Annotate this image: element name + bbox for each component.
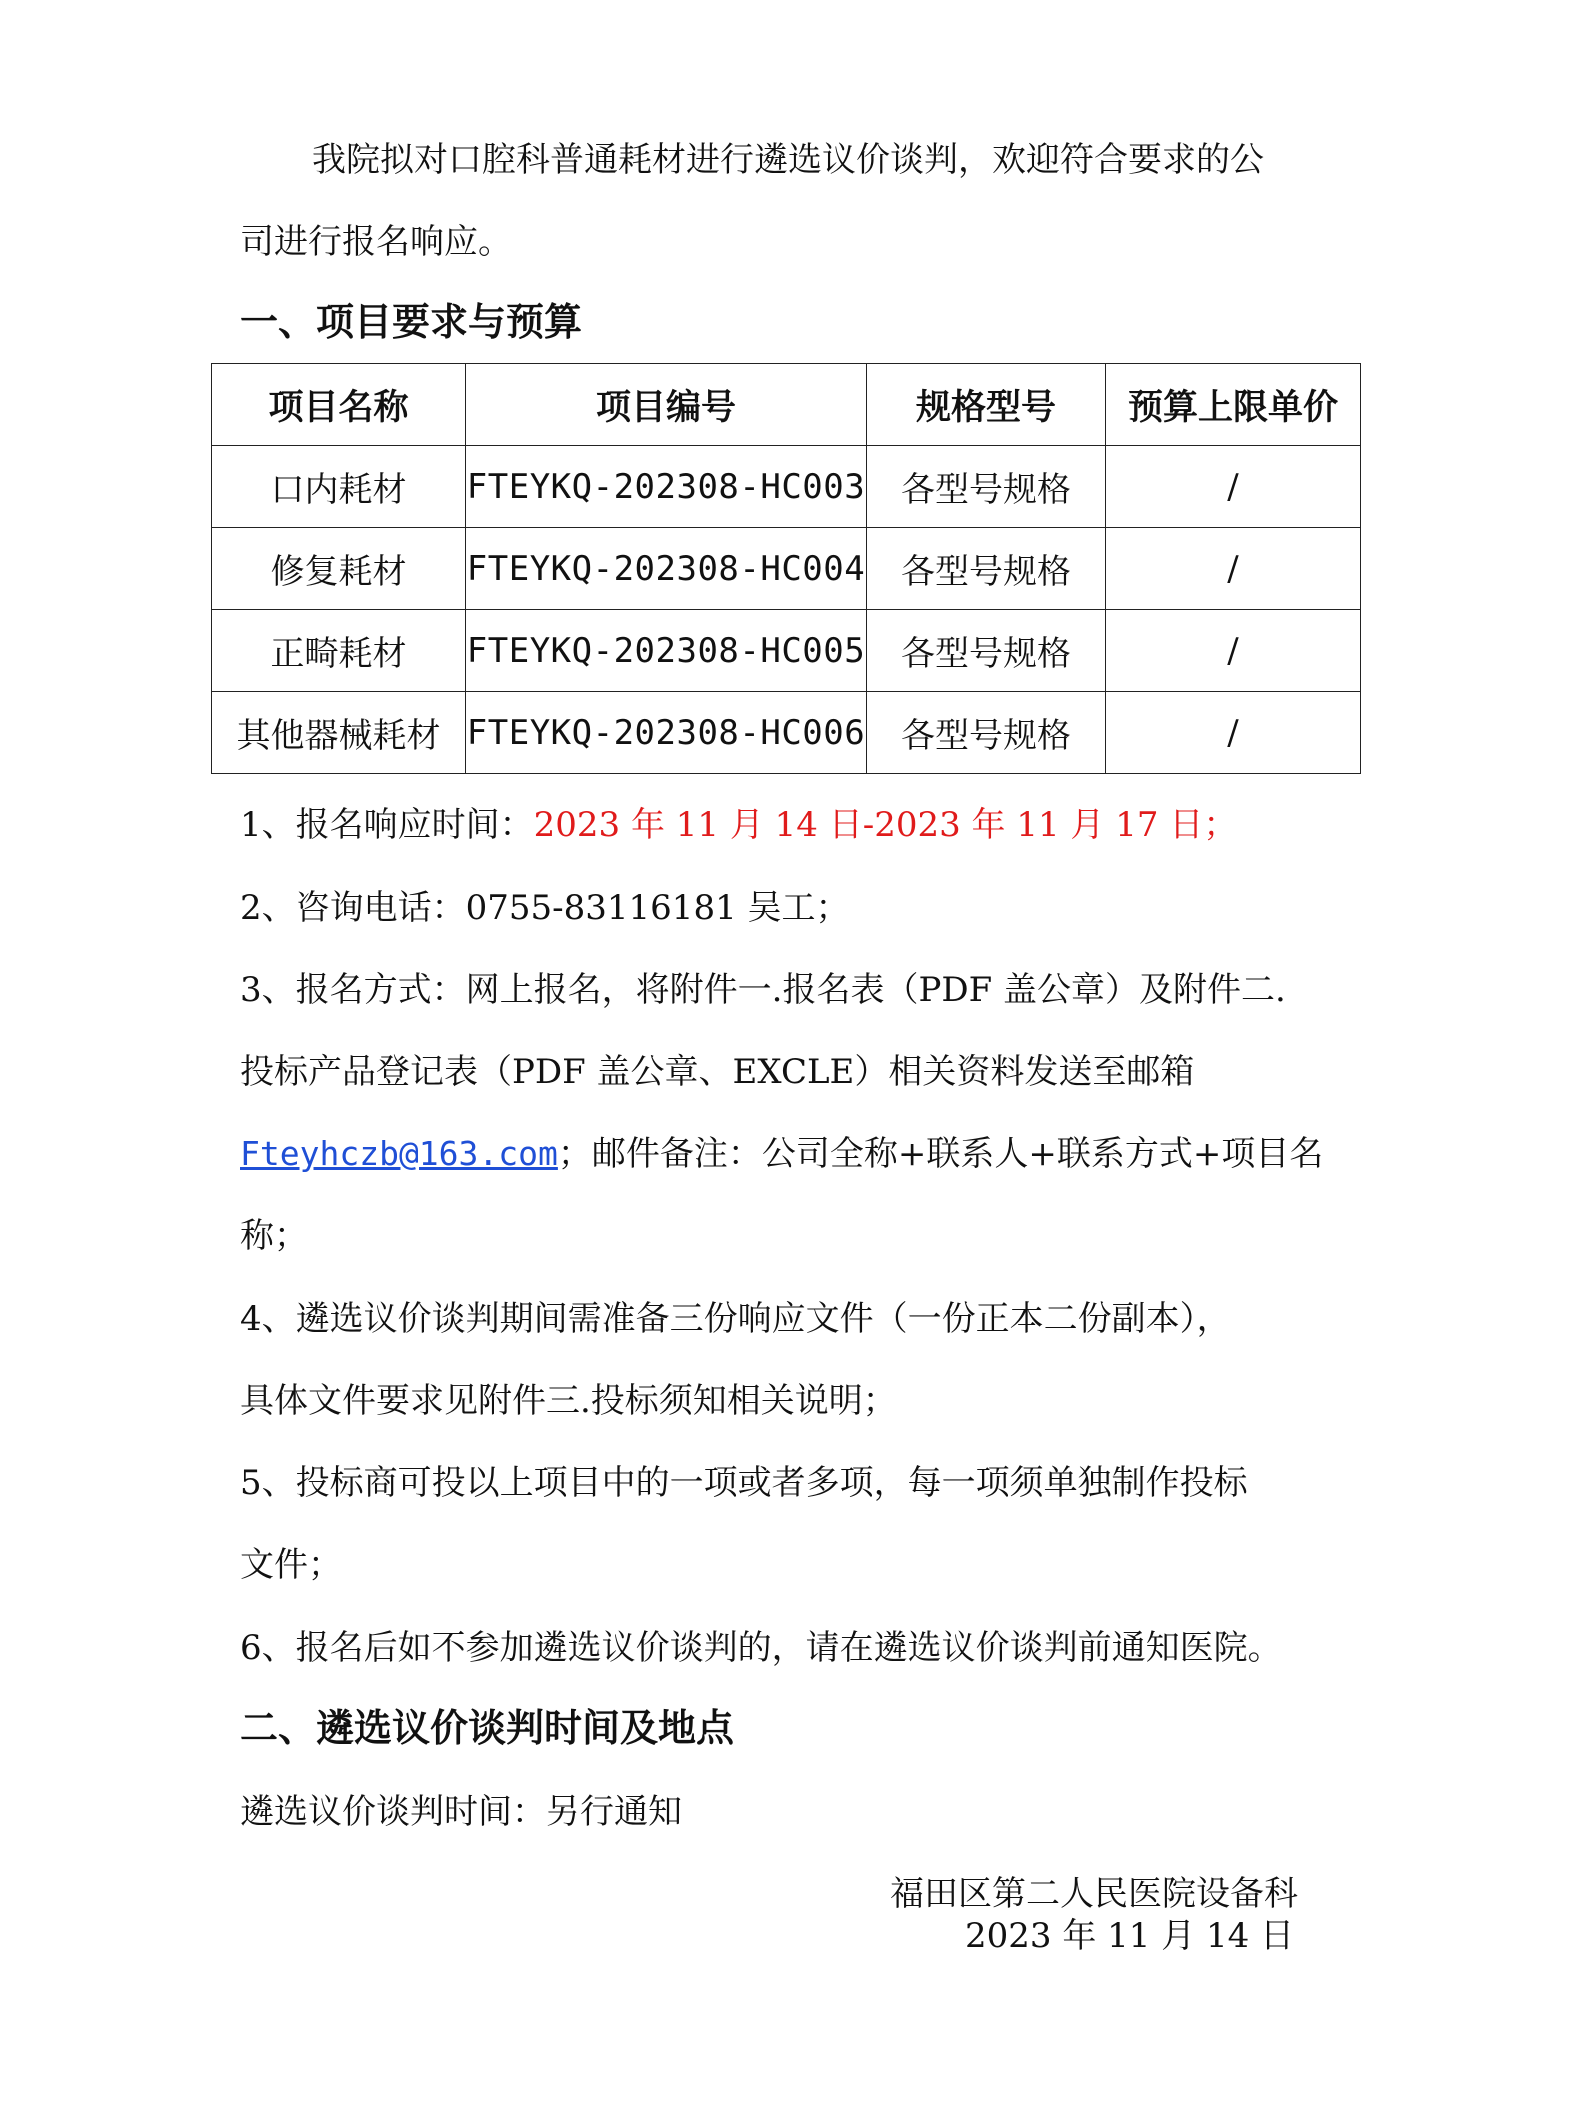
table-cell: 各型号规格 <box>867 528 1106 610</box>
table-cell: / <box>1106 610 1361 692</box>
negotiation-time: 遴选议价谈判时间：另行通知 <box>240 1792 682 1832</box>
section-1-title: 一、项目要求与预算 <box>240 299 583 344</box>
intro-line-2: 司进行报名响应。 <box>240 222 512 262</box>
table-cell: 口内耗材 <box>212 446 466 528</box>
table-header-cell: 规格型号 <box>867 364 1106 446</box>
signature-date: 2023 年 11 月 14 日 <box>965 1916 1295 1956</box>
table-header-cell: 项目编号 <box>466 364 867 446</box>
item-4-line-1: 4、遴选议价谈判期间需准备三份响应文件（一份正本二份副本）， <box>240 1299 1231 1339</box>
item-5-line-2: 文件； <box>240 1545 342 1585</box>
table-row <box>212 446 1361 528</box>
item-6: 6、报名后如不参加遴选议价谈判的，请在遴选议价谈判前通知医院。 <box>240 1628 1282 1668</box>
table-row <box>212 610 1361 692</box>
item-3-line-3 <box>240 1132 1323 1176</box>
item-3-line-3-text: ；邮件备注：公司全称+联系人+联系方式+项目名 <box>557 1134 1324 1174</box>
item-1-label: 1、报名响应时间： <box>240 805 534 845</box>
table-cell: 各型号规格 <box>867 692 1106 774</box>
section-2-title: 二、遴选议价谈判时间及地点 <box>240 1705 735 1750</box>
item-3-line-2: 投标产品登记表（PDF 盖公章、EXCLE）相关资料发送至邮箱 <box>240 1052 1195 1092</box>
table-cell: FTEYKQ-202308-HC005 <box>466 610 867 692</box>
items-table <box>211 363 1361 774</box>
table-header-cell: 预算上限单价 <box>1106 364 1361 446</box>
table-cell: 各型号规格 <box>867 610 1106 692</box>
table-header-row <box>212 364 1361 446</box>
table-cell: FTEYKQ-202308-HC004 <box>466 528 867 610</box>
signature-org: 福田区第二人民医院设备科 <box>890 1874 1298 1914</box>
intro-line-1: 我院拟对口腔科普通耗材进行遴选议价谈判，欢迎符合要求的公 <box>312 140 1264 180</box>
item-4-line-2: 具体文件要求见附件三.投标须知相关说明； <box>240 1381 897 1421</box>
table-cell: / <box>1106 692 1361 774</box>
table-cell: 正畸耗材 <box>212 610 466 692</box>
table-header-cell: 项目名称 <box>212 364 466 446</box>
table-cell: 各型号规格 <box>867 446 1106 528</box>
table-cell: / <box>1106 528 1361 610</box>
table-cell: FTEYKQ-202308-HC003 <box>466 446 867 528</box>
registration-period: 2023 年 11 月 14 日-2023 年 11 月 17 日； <box>533 805 1238 845</box>
email-link[interactable]: Fteyhczb@163.com <box>240 1134 558 1173</box>
item-1 <box>240 803 1237 847</box>
table-cell: 修复耗材 <box>212 528 466 610</box>
table-cell: FTEYKQ-202308-HC006 <box>466 692 867 774</box>
table-row <box>212 528 1361 610</box>
item-3-line-4: 称； <box>240 1216 308 1256</box>
item-3-line-1: 3、报名方式：网上报名，将附件一.报名表（PDF 盖公章）及附件二. <box>240 970 1286 1010</box>
table-row <box>212 692 1361 774</box>
item-2: 2、咨询电话：0755-83116181 吴工； <box>240 888 850 928</box>
table-cell: / <box>1106 446 1361 528</box>
item-5-line-1: 5、投标商可投以上项目中的一项或者多项，每一项须单独制作投标 <box>240 1463 1248 1503</box>
table-cell: 其他器械耗材 <box>212 692 466 774</box>
